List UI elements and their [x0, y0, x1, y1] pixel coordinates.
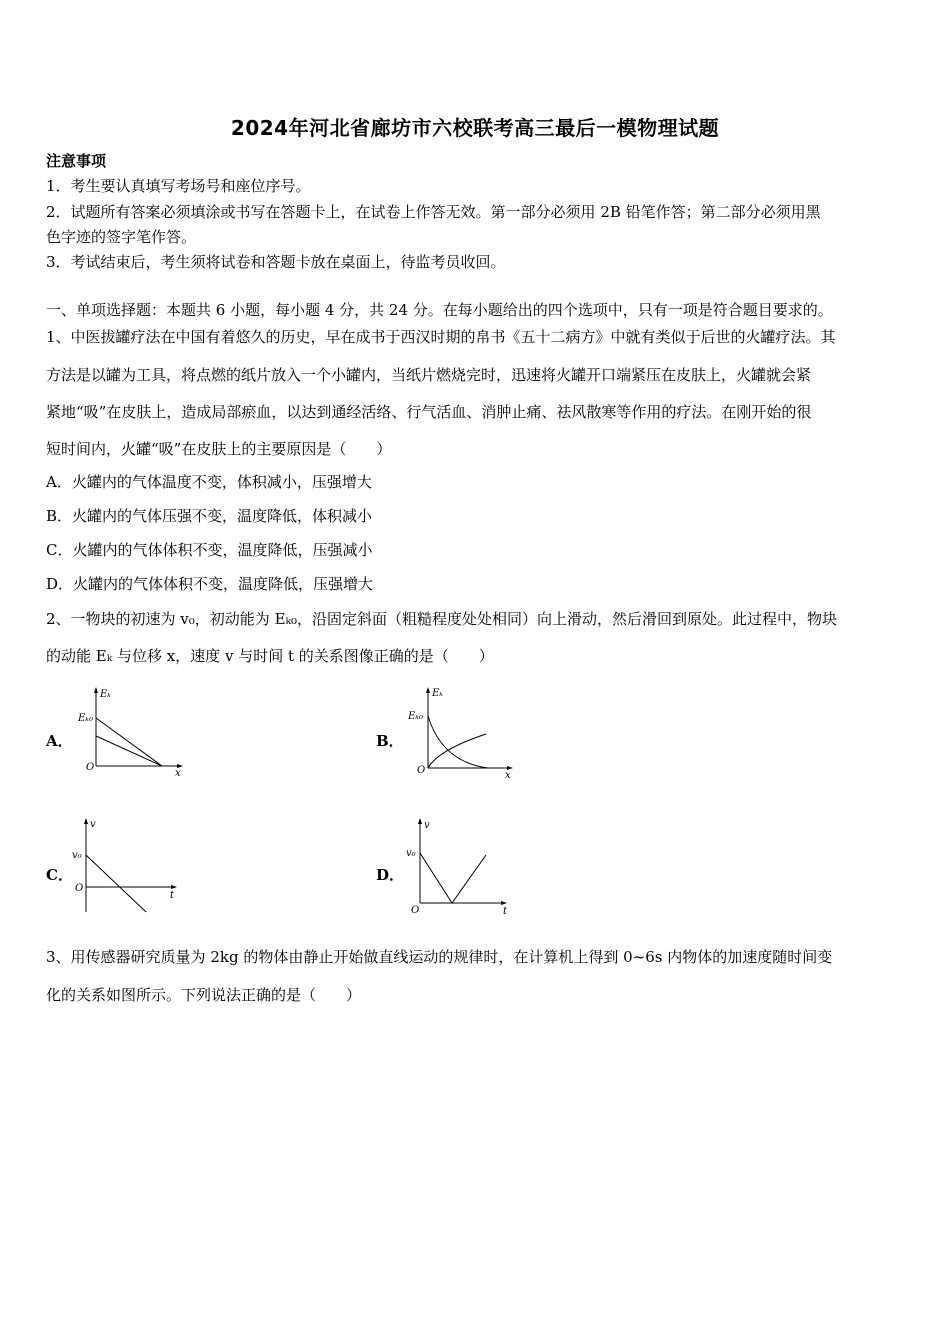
figure-a-x-axis-label: x [175, 768, 181, 779]
question-3-text: 3、用传感器研究质量为 2kg 的物体由静止开始做直线运动的规律时，在计算机上得到 0~6s 内物体的加速度随时间变 [46, 948, 833, 966]
question-1-option-b: B．火罐内的气体压强不变，温度降低，体积减小 [46, 507, 373, 525]
figure-c-origin: O [75, 883, 84, 894]
question-1-text: 紧地“吸”在皮肤上，造成局部瘀血，以达到通经活络、行气活血、消肿止痛、祛风散寒等作用的疗法。在刚开始的很 [46, 403, 812, 421]
figure-c-v-t-graph [70, 815, 182, 915]
question-1-option-c: C．火罐内的气体体积不变，温度降低，压强减小 [46, 541, 373, 559]
notice-heading: 注意事项 [46, 152, 107, 170]
figure-b-x-axis-label: x [505, 770, 511, 780]
figure-a-label: A． [46, 732, 73, 750]
question-1-option-a: A．火罐内的气体温度不变，体积减小，压强增大 [46, 473, 372, 491]
figure-a-y-axis-label: Eₖ [100, 689, 111, 700]
notice-item: 1．考生要认真填写考场号和座位序号。 [46, 177, 311, 195]
question-3-text: 化的关系如图所示。下列说法正确的是（ ） [46, 986, 362, 1004]
figure-a-y-tick: Eₖ₀ [78, 713, 93, 724]
figure-c-label: C． [46, 866, 73, 884]
figure-b-label: B． [376, 732, 404, 750]
figure-d-x-axis-label: t [503, 906, 508, 917]
notice-item: 2．试题所有答案必须填涂或书写在答题卡上，在试卷上作答无效。第一部分必须用 2B 铅笔作答；第二部分必须用黑 [46, 203, 821, 221]
question-1-text: 1、中医拔罐疗法在中国有着悠久的历史，早在成书于西汉时期的帛书《五十二病方》中就有类似于后世的火罐疗法。其 [46, 328, 836, 346]
figure-d-y-axis-label: v [424, 820, 430, 831]
figure-a-ek-x-graph [78, 684, 188, 780]
figure-c-x-axis-label: t [170, 890, 175, 901]
figure-b-ek-x-graph [408, 684, 518, 780]
question-2-text: 2、一物块的初速为 v₀，初动能为 Eₖ₀，沿固定斜面（粗糙程度处处相同）向上滑动，然后滑回到原处。此过程中，物块 [46, 610, 838, 628]
figure-c-y-tick: v₀ [72, 850, 82, 861]
figure-b-y-axis-label: Eₖ [432, 688, 443, 699]
question-1-option-d: D．火罐内的气体体积不变，温度降低，压强增大 [46, 575, 374, 593]
notice-item: 3．考试结束后，考生须将试卷和答题卡放在桌面上，待监考员收回。 [46, 253, 506, 271]
figure-d-label: D． [376, 866, 405, 884]
figure-d-v-t-graph [406, 815, 518, 919]
figure-d-y-tick: v₀ [406, 848, 416, 859]
figure-c-y-axis-label: v [90, 819, 96, 830]
section-heading: 一、单项选择题：本题共 6 小题，每小题 4 分，共 24 分。在每小题给出的四个选项中，只有一项是符合题目要求的。 [46, 301, 833, 319]
figure-b-y-tick: Eₖ₀ [408, 711, 423, 722]
figure-a-origin: O [86, 762, 95, 773]
figure-b-origin: O [417, 765, 426, 776]
question-1-text: 短时间内，火罐“吸”在皮肤上的主要原因是（ ） [46, 440, 392, 458]
page-title: 2024年河北省廊坊市六校联考高三最后一模物理试题 [230, 116, 720, 140]
question-1-text: 方法是以罐为工具，将点燃的纸片放入一个小罐内，当纸片燃烧完时，迅速将火罐开口端紧压在皮肤上，火罐就会紧 [46, 366, 812, 384]
figure-d-origin: O [411, 905, 420, 916]
notice-item: 色字迹的签字笔作答。 [46, 228, 197, 246]
question-2-text: 的动能 Eₖ 与位移 x，速度 v 与时间 t 的关系图像正确的是（ ） [46, 647, 494, 665]
